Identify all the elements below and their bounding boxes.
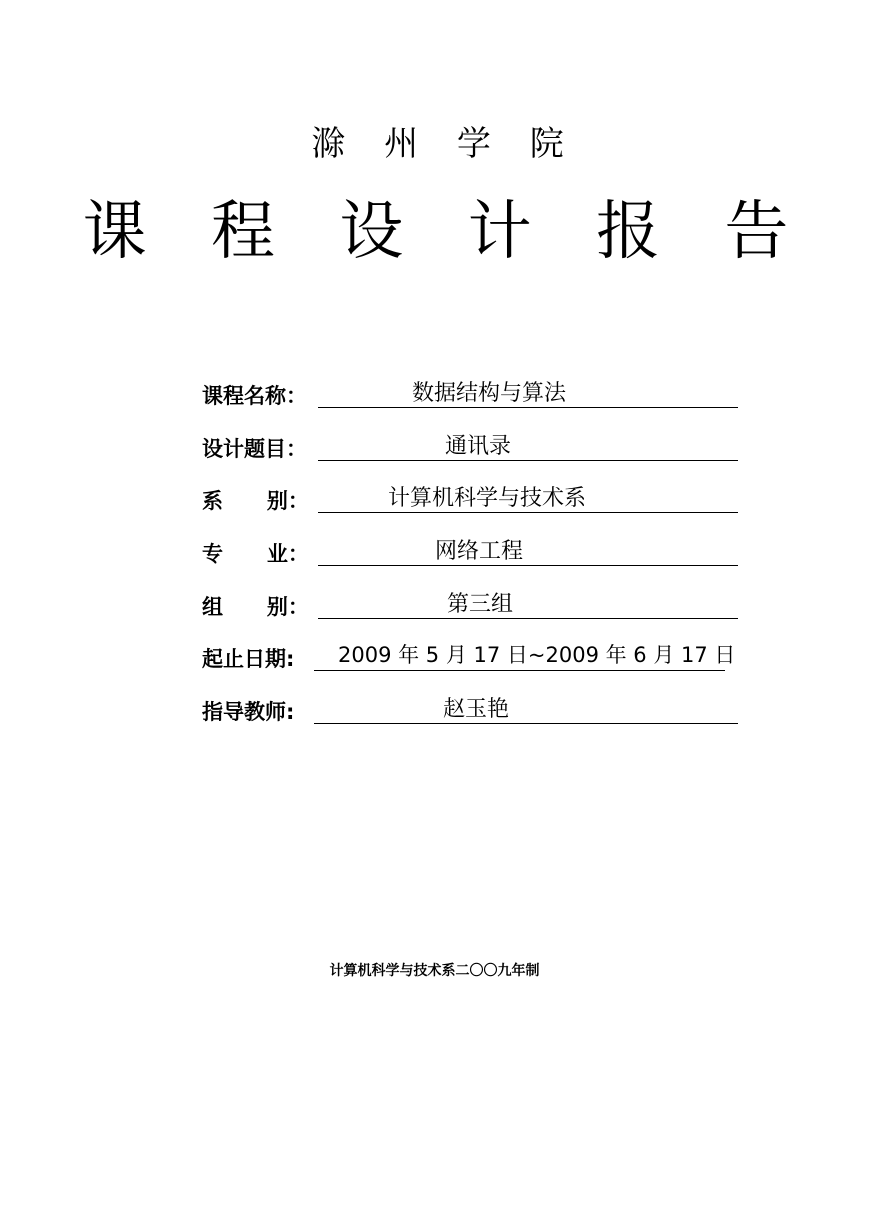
underline <box>314 723 738 724</box>
field-value: 赵玉艳 <box>443 697 510 722</box>
field-major <box>202 530 738 570</box>
field-group <box>202 583 738 623</box>
underline <box>318 512 738 513</box>
field-design-topic <box>202 425 738 465</box>
field-course-name <box>202 372 738 412</box>
field-date-range <box>202 635 738 675</box>
field-value: 通讯录 <box>445 434 512 459</box>
underline <box>318 618 738 619</box>
underline <box>318 565 738 566</box>
footer-text: 计算机科学与技术系二〇〇九年制 <box>329 963 540 979</box>
field-value: 数据结构与算法 <box>412 381 567 406</box>
university-name: 滁 州 学 院 <box>311 124 578 164</box>
field-label: 组 别： <box>202 595 309 619</box>
field-label: 指导教师: <box>202 700 295 724</box>
underline <box>318 460 738 461</box>
report-title: 课 程 设 计 报 告 <box>82 195 811 269</box>
field-label: 设计题目： <box>202 437 307 461</box>
field-label: 专 业： <box>202 542 309 566</box>
field-value: 2009 年 5 月 17 日~2009 年 6 月 17 日 <box>338 643 736 667</box>
field-value: 第三组 <box>447 592 514 617</box>
field-label: 课程名称： <box>202 384 307 408</box>
field-value: 网络工程 <box>435 539 524 564</box>
underline <box>314 670 725 671</box>
field-value: 计算机科学与技术系 <box>388 486 587 511</box>
field-label: 起止日期: <box>202 647 295 671</box>
field-instructor <box>202 688 738 728</box>
field-department <box>202 477 738 517</box>
field-label: 系 别： <box>202 489 309 513</box>
underline <box>318 407 738 408</box>
